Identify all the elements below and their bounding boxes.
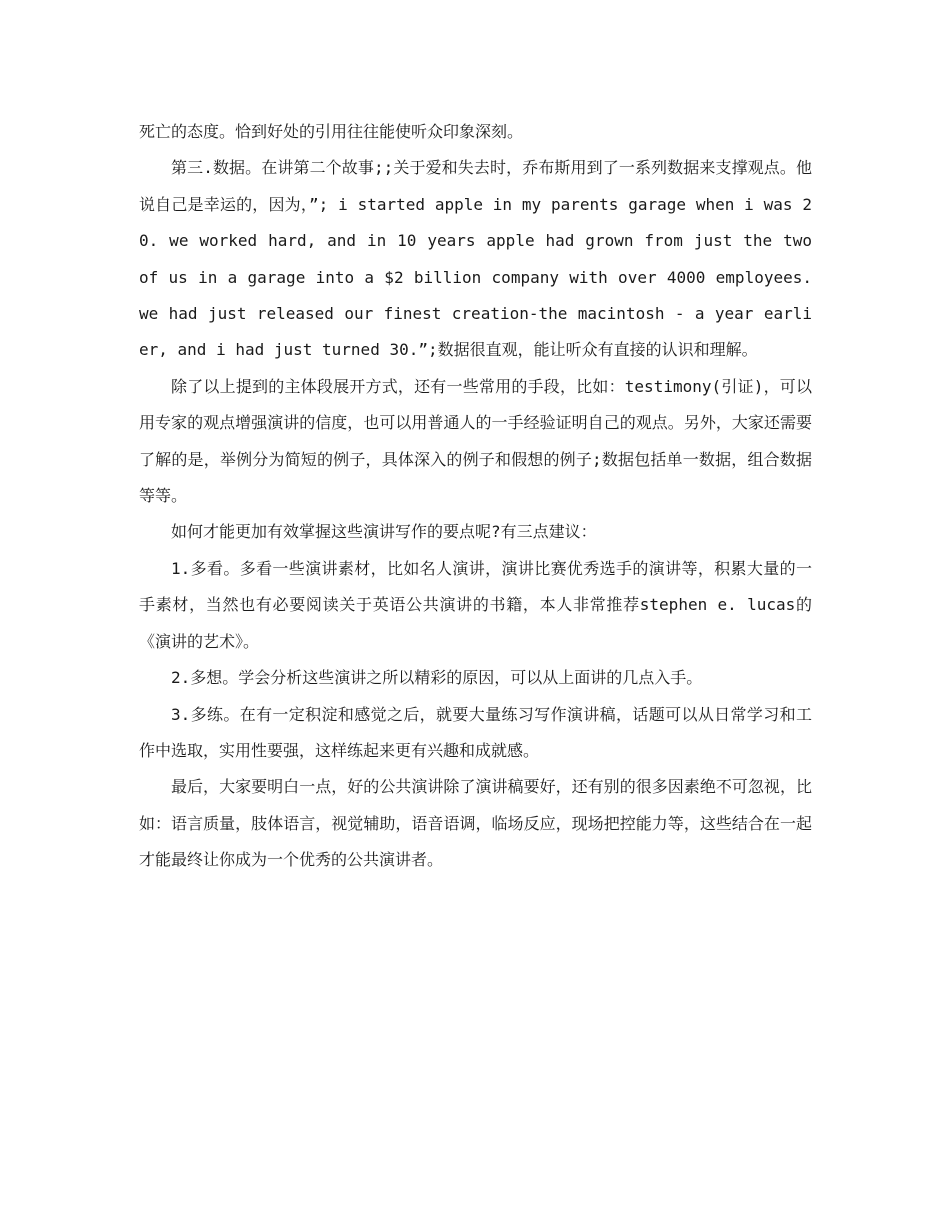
- paragraph-other-methods: 除了以上提到的主体段展开方式，还有一些常用的手段，比如：testimony(引证)，可以用专家的观点增强演讲的信度，也可以用普通人的一手经验证明自己的观点。另外，大家还需要了解的是，举例分为简短的例子，具体深入的例子和假想的例子;数据包括单一数据，组合数据等等。: [139, 376, 812, 506]
- paragraph-suggestion-read: 1.多看。多看一些演讲素材，比如名人演讲，演讲比赛优秀选手的演讲等，积累大量的一手素材，当然也有必要阅读关于英语公共演讲的书籍，本人非常推荐stephen e. lucas的《演讲的艺术》。: [139, 558, 812, 651]
- paragraph-continuation: 死亡的态度。恰到好处的引用往往能使听众印象深刻。: [139, 122, 524, 141]
- paragraph-data-example: 第三.数据。在讲第二个故事;;关于爱和失去时，乔布斯用到了一系列数据来支撑观点。他说自己是幸运的，因为，”; i started apple in my parents garage when i was 20. we worked hard, and in 10 years apple had grown from just the two of us in a garage into a $2 billion company with over 4000 employees. we had just released our finest creation-the macintosh - a year earlier, and i had just turned 30.”;数据很直观，能让听众有直接的认识和理解。: [139, 158, 812, 360]
- document-body: [139, 114, 812, 879]
- paragraph-suggestions-intro: 如何才能更加有效掌握这些演讲写作的要点呢?有三点建议：: [171, 522, 597, 542]
- paragraph-conclusion: 最后，大家要明白一点，好的公共演讲除了演讲稿要好，还有别的很多因素绝不可忽视，比如：语言质量，肢体语言，视觉辅助，语音语调，临场反应，现场把控能力等，这些结合在一起才能最终让你成为一个优秀的公共演讲者。: [139, 777, 812, 870]
- paragraph-suggestion-practice: 3.多练。在有一定积淀和感觉之后，就要大量练习写作演讲稿，话题可以从日常学习和工作中选取，实用性要强，这样练起来更有兴趣和成就感。: [139, 704, 812, 760]
- paragraph-suggestion-think: 2.多想。学会分析这些演讲之所以精彩的原因，可以从上面讲的几点入手。: [171, 668, 703, 688]
